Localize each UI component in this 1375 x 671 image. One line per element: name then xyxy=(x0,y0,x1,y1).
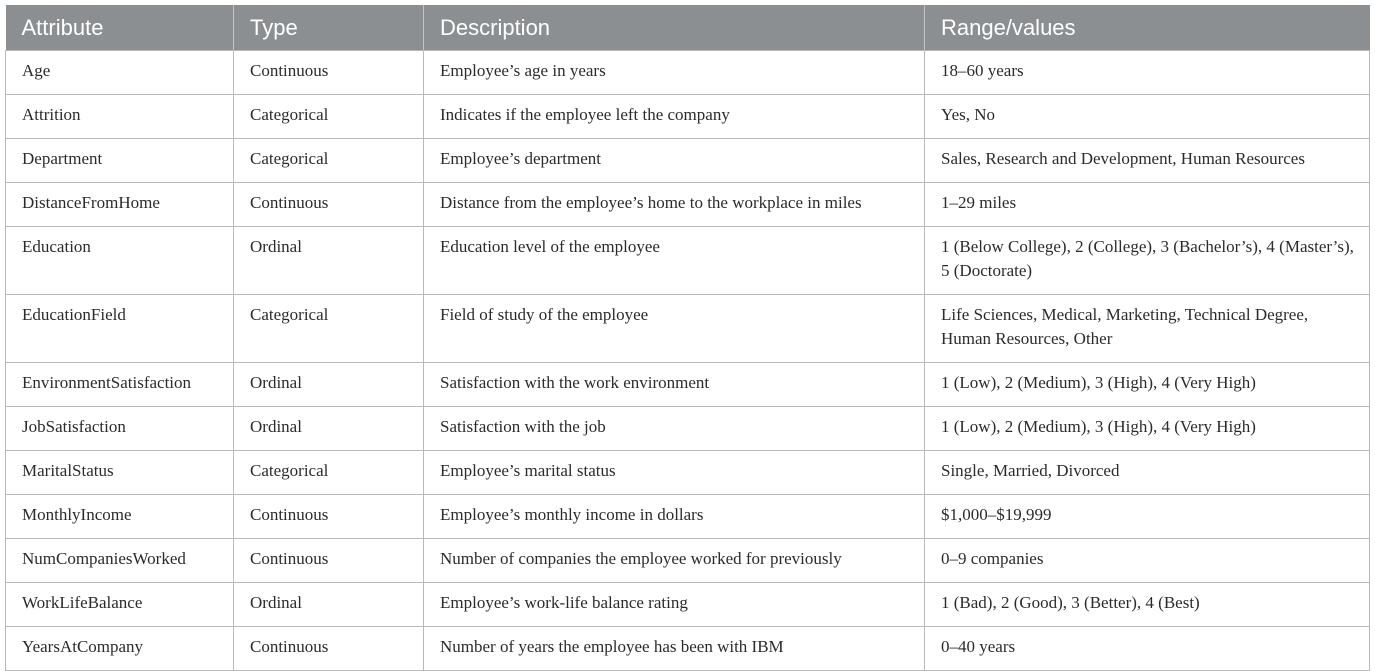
cell-attribute: YearsAtCompany xyxy=(6,627,234,671)
table-row xyxy=(6,139,1370,183)
cell-range: Single, Married, Divorced xyxy=(925,451,1370,495)
cell-type: Continuous xyxy=(234,495,424,539)
cell-attribute: Attrition xyxy=(6,95,234,139)
header-row xyxy=(6,5,1370,51)
cell-attribute: DistanceFromHome xyxy=(6,183,234,227)
cell-type: Continuous xyxy=(234,627,424,671)
cell-attribute: JobSatisfaction xyxy=(6,407,234,451)
cell-description: Number of companies the employee worked for previously xyxy=(424,539,925,583)
cell-description: Satisfaction with the job xyxy=(424,407,925,451)
cell-range: $1,000–$19,999 xyxy=(925,495,1370,539)
cell-description: Employee’s monthly income in dollars xyxy=(424,495,925,539)
cell-type: Ordinal xyxy=(234,227,424,295)
cell-range: 0–9 companies xyxy=(925,539,1370,583)
cell-type: Categorical xyxy=(234,451,424,495)
table-row xyxy=(6,295,1370,363)
cell-description: Satisfaction with the work environment xyxy=(424,363,925,407)
cell-attribute: MaritalStatus xyxy=(6,451,234,495)
cell-type: Ordinal xyxy=(234,407,424,451)
cell-attribute: NumCompaniesWorked xyxy=(6,539,234,583)
cell-type: Continuous xyxy=(234,183,424,227)
cell-range: 1–29 miles xyxy=(925,183,1370,227)
table-row xyxy=(6,51,1370,95)
table-header xyxy=(6,5,1370,51)
cell-attribute: Education xyxy=(6,227,234,295)
cell-range: 1 (Low), 2 (Medium), 3 (High), 4 (Very High) xyxy=(925,407,1370,451)
cell-range: Life Sciences, Medical, Marketing, Technical Degree, Human Resources, Other xyxy=(925,295,1370,363)
header-type: Type xyxy=(234,5,424,51)
cell-range: 1 (Low), 2 (Medium), 3 (High), 4 (Very High) xyxy=(925,363,1370,407)
table-row xyxy=(6,539,1370,583)
cell-description: Number of years the employee has been with IBM xyxy=(424,627,925,671)
cell-range: 1 (Bad), 2 (Good), 3 (Better), 4 (Best) xyxy=(925,583,1370,627)
cell-description: Education level of the employee xyxy=(424,227,925,295)
cell-attribute: EducationField xyxy=(6,295,234,363)
cell-type: Categorical xyxy=(234,295,424,363)
cell-attribute: Age xyxy=(6,51,234,95)
attribute-table xyxy=(5,5,1370,671)
cell-range: Yes, No xyxy=(925,95,1370,139)
cell-description: Indicates if the employee left the company xyxy=(424,95,925,139)
table-row xyxy=(6,407,1370,451)
table-row xyxy=(6,495,1370,539)
cell-attribute: WorkLifeBalance xyxy=(6,583,234,627)
cell-attribute: MonthlyIncome xyxy=(6,495,234,539)
table-container xyxy=(5,5,1369,671)
table-row xyxy=(6,627,1370,671)
cell-description: Employee’s work-life balance rating xyxy=(424,583,925,627)
cell-description: Employee’s department xyxy=(424,139,925,183)
table-row xyxy=(6,583,1370,627)
table-row xyxy=(6,95,1370,139)
cell-range: Sales, Research and Development, Human Resources xyxy=(925,139,1370,183)
cell-type: Categorical xyxy=(234,95,424,139)
cell-attribute: Department xyxy=(6,139,234,183)
cell-description: Employee’s age in years xyxy=(424,51,925,95)
cell-type: Ordinal xyxy=(234,583,424,627)
cell-type: Continuous xyxy=(234,51,424,95)
cell-range: 1 (Below College), 2 (College), 3 (Bachelor’s), 4 (Master’s), 5 (Doctorate) xyxy=(925,227,1370,295)
cell-range: 18–60 years xyxy=(925,51,1370,95)
cell-description: Employee’s marital status xyxy=(424,451,925,495)
header-attribute: Attribute xyxy=(6,5,234,51)
table-row xyxy=(6,183,1370,227)
table-row xyxy=(6,227,1370,295)
cell-range: 0–40 years xyxy=(925,627,1370,671)
cell-type: Ordinal xyxy=(234,363,424,407)
table-body xyxy=(6,51,1370,671)
table-row xyxy=(6,451,1370,495)
cell-type: Categorical xyxy=(234,139,424,183)
header-range-values: Range/values xyxy=(925,5,1370,51)
header-description: Description xyxy=(424,5,925,51)
cell-description: Distance from the employee’s home to the workplace in miles xyxy=(424,183,925,227)
cell-attribute: EnvironmentSatisfaction xyxy=(6,363,234,407)
cell-type: Continuous xyxy=(234,539,424,583)
cell-description: Field of study of the employee xyxy=(424,295,925,363)
table-row xyxy=(6,363,1370,407)
